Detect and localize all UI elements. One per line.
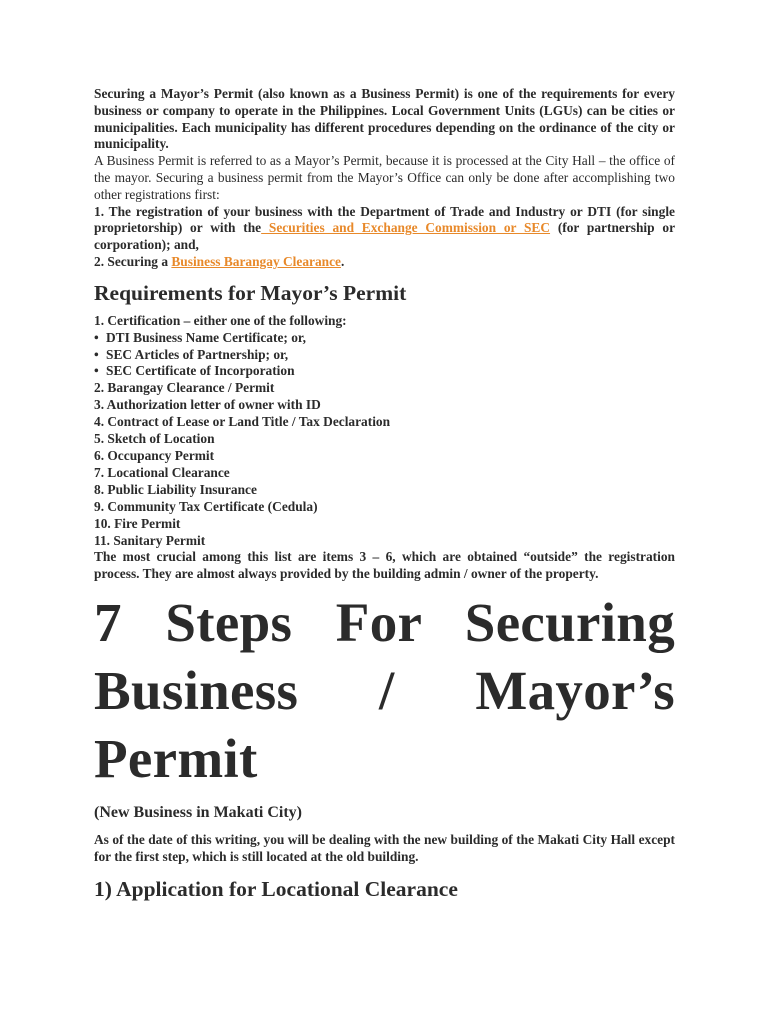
intro-paragraph-4-text: 2. Securing a (94, 253, 172, 269)
steps-title: 7 Steps For Securing Business / Mayor’s Permit (94, 592, 675, 790)
intro-paragraph-3-text: 1. The registration of your business with the Department of Trade and Industry or DTI (for single proprietorship) or with the (94, 203, 675, 236)
list-item: 1. Certification – either one of the following: (94, 312, 347, 328)
steps-subtitle: (New Business in Makati City) (94, 804, 303, 822)
list-item: 11. Sanitary Permit (94, 532, 206, 548)
list-item (94, 330, 675, 347)
requirements-list (94, 313, 675, 550)
step-1-heading: 1) Application for Locational Clearance (94, 877, 458, 902)
list-item: 2. Barangay Clearance / Permit (94, 380, 275, 396)
document-page (94, 86, 675, 902)
list-item: 5. Sketch of Location (94, 431, 215, 447)
list-item (94, 363, 675, 380)
intro-paragraph-3 (94, 204, 675, 254)
list-item: 6. Occupancy Permit (94, 448, 215, 464)
intro-paragraph-3-tail: (for partnership or corporation); and, (94, 220, 676, 253)
list-item: 4. Contract of Lease or Land Title / Tax Declaration (94, 414, 391, 430)
sec-link[interactable]: Securities and Exchange Commission or SEC (261, 220, 551, 236)
requirements-note: The most crucial among this list are items 3 – 6, which are obtained “outside” the registration process. They are almost always provided by the building admin / owner of the property. (94, 549, 675, 582)
intro-section (94, 86, 675, 271)
intro-paragraph-2 (94, 153, 675, 203)
list-item-text: SEC Certificate of Incorporation (106, 363, 295, 379)
requirements-heading: Requirements for Mayor’s Permit (94, 280, 407, 305)
intro-paragraph-4-tail: . (341, 253, 345, 269)
list-item: 10. Fire Permit (94, 515, 181, 531)
list-item (94, 347, 675, 364)
list-item: 9. Community Tax Certificate (Cedula) (94, 498, 318, 514)
barangay-clearance-link[interactable]: Business Barangay Clearance (171, 253, 341, 269)
list-item-text: SEC Articles of Partnership; or, (106, 346, 289, 362)
list-item-text: DTI Business Name Certificate; or, (106, 329, 306, 345)
intro-paragraph-4 (94, 254, 675, 271)
list-item: 8. Public Liability Insurance (94, 481, 257, 497)
intro-paragraph-2-text: A Business Permit is referred to as a Mayor’s Permit, because it is processed at the City Hall – the office of the mayor. Securing a business permit from the Mayor’s Office can only be done after accomplishing two other registrations first: (94, 153, 675, 202)
list-item: 7. Locational Clearance (94, 464, 230, 480)
intro-paragraph-1: Securing a Mayor’s Permit (also known as a Business Permit) is one of the requirements for every business or company to operate in the Philippines. Local Government Units (LGUs) can be cities or municipalities. Each municipality has different procedures depending on the ordinance of the city or municipality. (94, 86, 675, 152)
as-of-paragraph: As of the date of this writing, you will be dealing with the new building of the Makati City Hall except for the first step, which is still located at the old building. (94, 832, 675, 865)
list-item: 3. Authorization letter of owner with ID (94, 397, 321, 413)
